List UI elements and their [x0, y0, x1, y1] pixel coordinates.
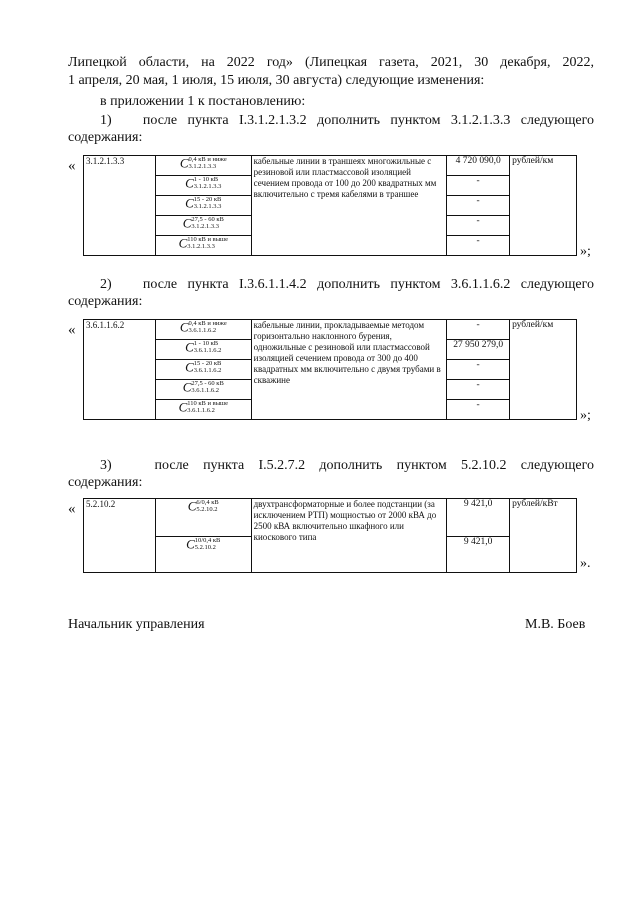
item-1-text-cont: содержания: — [68, 130, 143, 145]
table-2-value: 27 950 279,0 — [447, 340, 510, 360]
table-2-value: - — [447, 320, 510, 340]
table-1-value: - — [447, 196, 510, 216]
table-3-value: 9 421,0 — [447, 537, 510, 573]
open-quote: « — [68, 322, 76, 338]
table-2-description: кабельные линии, прокладываемые методом горизонтально наклонного бурения, одножильные с резиновой или пластмассовой изоляцией сечением провода от 300 до 400 квадратных мм включительно с двумя трубами в скважине — [251, 320, 447, 420]
table-3-description: двухтрансформаторные и более подстанции (за исключением РТП) мощностью от 2000 кВА до 2500 кВА включительно шкафного или киоскового типа — [251, 499, 447, 573]
table-1 — [83, 155, 577, 256]
price-symbol: C 110 кВ и выше 3.1.2.1.3.3 — [155, 236, 251, 256]
price-symbol: C 0,4 кВ и ниже 3.1.2.1.3.3 — [155, 156, 251, 176]
item-3-text: 3) после пункта I.5.2.7.2 дополнить пунктом 5.2.10.2 следующего — [100, 458, 594, 473]
close-quote: ». — [580, 556, 591, 571]
table-2-value: - — [447, 380, 510, 400]
table-1-unit: рублей/км — [510, 156, 577, 256]
open-quote: « — [68, 158, 76, 174]
table-2 — [83, 319, 577, 420]
table-1-value: - — [447, 236, 510, 256]
price-symbol: C 27,5 - 60 кВ 3.1.2.1.3.3 — [155, 216, 251, 236]
intro-line-2: 1 апреля, 20 мая, 1 июля, 15 июля, 30 августа) следующие изменения: — [68, 73, 485, 88]
price-symbol: C 110 кВ и выше 3.6.1.1.6.2 — [155, 400, 251, 420]
table-1-code: 3.1.2.1.3.3 — [84, 156, 156, 256]
item-3-text-cont: содержания: — [68, 475, 143, 490]
table-3-code: 5.2.10.2 — [84, 499, 156, 573]
close-quote: »; — [580, 408, 591, 423]
table-3-unit: рублей/кВт — [510, 499, 577, 573]
item-2-text-cont: содержания: — [68, 294, 143, 309]
signature-name: М.В. Боев — [525, 617, 586, 632]
intro-line-1: Липецкой области, на 2022 год» (Липецкая газета, 2021, 30 декабря, 2022, — [68, 55, 594, 70]
table-1-value: - — [447, 176, 510, 196]
signature-position: Начальник управления — [68, 617, 205, 632]
price-symbol: C 27,5 - 60 кВ 3.6.1.1.6.2 — [155, 380, 251, 400]
table-1-description: кабельные линии в траншеях многожильные с резиновой или пластмассовой изоляцией сечением провода от 100 до 200 квадратных мм включительно с тремя кабелями в траншее — [251, 156, 447, 256]
table-2-value: - — [447, 400, 510, 420]
price-symbol: C 0,4 кВ и ниже 3.6.1.1.6.2 — [155, 320, 251, 340]
table-3 — [83, 498, 577, 573]
table-1-value: - — [447, 216, 510, 236]
price-symbol: C 10/0,4 кВ 5.2.10.2 — [155, 537, 251, 573]
close-quote: »; — [580, 244, 591, 259]
price-symbol: C 15 - 20 кВ 3.6.1.1.6.2 — [155, 360, 251, 380]
table-2-unit: рублей/км — [510, 320, 577, 420]
item-1-text: 1) после пункта I.3.1.2.1.3.2 дополнить пунктом 3.1.2.1.3.3 следующего — [100, 113, 594, 128]
price-symbol: C 6/0,4 кВ 5.2.10.2 — [155, 499, 251, 537]
item-2-text: 2) после пункта I.3.6.1.1.4.2 дополнить пунктом 3.6.1.1.6.2 следующего — [100, 277, 594, 292]
table-2-code: 3.6.1.1.6.2 — [84, 320, 156, 420]
intro-line-3: в приложении 1 к постановлению: — [100, 94, 306, 109]
table-3-value: 9 421,0 — [447, 499, 510, 537]
price-symbol: C 15 - 20 кВ 3.1.2.1.3.3 — [155, 196, 251, 216]
table-2-value: - — [447, 360, 510, 380]
open-quote: « — [68, 501, 76, 517]
price-symbol: C 1 - 10 кВ 3.1.2.1.3.3 — [155, 176, 251, 196]
table-1-value: 4 720 090,0 — [447, 156, 510, 176]
price-symbol: C 1 - 10 кВ 3.6.1.1.6.2 — [155, 340, 251, 360]
